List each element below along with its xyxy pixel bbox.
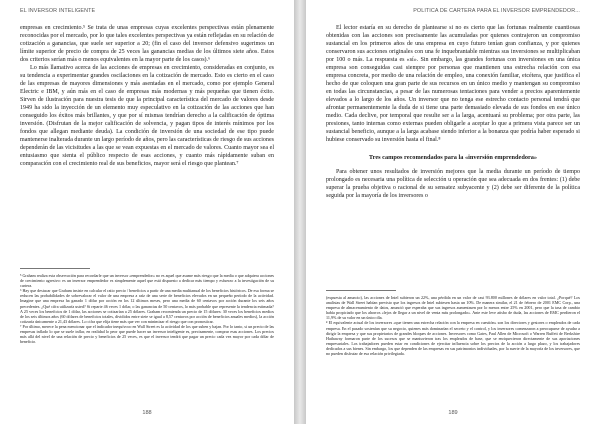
left-paragraph-1: empresas en crecimiento.⁵ Se trata de unas empresas cuyas excelentes perspectivas están plenamente reconocidas por el mercado, por lo que tales excelentes perspectivas ya están reflejadas en su relación de cotización a ganancias, que suele ser superior a 20; (fin el caso del inversor defensivo sugerimos un límite superior de precio de compra de 25 veces las ganancias medias de los últimos siete años. Estos dos criterios serían más o menos equivalentes en la mayor parte de los casos).⁶ — [20, 25, 274, 63]
footnote-7: ⁷ Por último, merece la pena mencionar que el indicador inequívoco en Wall Street es la actividad de los que suben y bajan. Por lo tanto, si un precio de las empresas inflado lo que se suele inflar, en realidad lo peor que puede hacer un inversor inteligente es, precisamente, comprar esas acciones. Los precios más allá del nivel de una relación de precio y beneficios de 25 veces, es que el inversor tendrá que pagar un precio cada vez mayor por cada dólar de beneficio. — [20, 323, 274, 345]
right-body-text — [326, 24, 580, 200]
right-page-number: 189 — [448, 410, 458, 416]
right-running-head: POLÍTICA DE CARTERA PARA EL INVERSOR EMPRENDEDOR... — [413, 8, 580, 14]
left-paragraph-2: Lo más llamativo acerca de las acciones de empresas en crecimiento, consideradas en conjunto, es su tendencia a experimentar grandes oscilaciones en la cotización de mercado. Esto es cierto en el caso de las empresas de mayores dimensiones y más asentadas en el mercado, como por ejemplo General Electric e IBM, y aún más en el caso de empresas más modernas y más pequeñas que tienen éxito. Sirven de ilustración para nuestra tesis de que la principal característica del mercado de valores desde 1949 ha sido la inyección de un elemento muy especulativo en la cotización de las acciones que han conseguido los éxitos más brillantes, y que por sí mismas tendrían derecho a la calificación de óptima inversión. (Disfrutan de la mejor calificación de solvencia, y pagan tipos de interés mínimos por los fondos que allegan mediante deuda). La condición de inversión de una sociedad de ese tipo puede mantenerse inalterada durante un largo período de años, pero las características de riesgo de sus acciones dependerán de las vicisitudes a las que se vean expuestas en el mercado de valores. Cuanto mayor sea el entusiasmo que sienta el público respecto de esas acciones, y cuanto más rápidamente suban en comparación con el crecimiento real de sus beneficios, mayor será el riesgo que plantean.⁷ — [20, 65, 274, 167]
right-page — [306, 0, 600, 424]
right-paragraph-1: El lector estaría en su derecho de plantearse si no es cierto que las fortunas realmente cuantiosas obtenidas con las acciones son precisamente las acumuladas por quienes contrajeron un compromiso sustancial en los primeros años de una empresa en cuyo futuro tenían gran confianza, y por quienes conservaron sus acciones originales con una fe inquebrantable mientras sus inversiones se multiplicaban por 100 o más. La respuesta es «sí». Sin embargo, las grandes fortunas con inversiones en una única empresa son conseguidas casi siempre por personas que mantienen una estrecha relación con esa empresa concreta, por medio de una relación de empleo, una conexión familiar, etcétera, que justifica el hecho de que coloquen una gran parte de sus recursos en un único medio y mantengan su compromiso en todas las circunstancias, a pesar de las numerosas tentaciones para vender a precios aparentemente elevados a lo largo de los años. Un inversor que no tenga ese estrecho contacto personal tendrá que afrontar permanentemente la duda de si tiene una parte demasiado elevada de sus fondos en ese único medio. Cada declive, por temporal que resulte ser a la larga, acentuará su problema; por otra parte, las presiones, tanto internas como externas pueden obligarle a aceptar lo que a primera vista parece ser un sustancial beneficio, aunque a la larga acabase siendo inferior a la bonanza que podría haber esperado si hubiese conservado su inversión hasta el final.⁸ — [326, 25, 580, 143]
right-footnotes — [326, 284, 580, 356]
footnote-continued: (expuesta al anuncio), las acciones de Intel subieron un 22%, una pérdida en un valor de casi 93.800 millones de dólares en valor total. ¿Porqué? Los analistas de Wall Street habían previsto que los ingresos de Intel subiesen hasta un 10%. De manera similar, el 21 de febrero de 2001 EMC Corp., una empresa de almacenamiento de datos, anunció que esperaba que sus ingresos aumentasen por lo menos entre 25% en 2001, pero que la tasa de cambio había propiciado que los ahorros «lejos de llegar a un nivel de venta más prolongado». Ante este leve atisbo de duda, las acciones de EMC perdieron el 11,9% de su valor en un único día. — [326, 295, 580, 321]
right-section-paragraph-1: Para obtener unos resultados de inversión mejores que la media durante un período de tiempo prolongado es necesaria una política de selección u operación que sea adecuada en dos frentes: (1) debe superar la prueba objetiva o racional de su sensatez subyacente y (2) debe ser diferente de la política seguida por la mayoría de los inversores o — [326, 169, 580, 199]
footnote-rule — [326, 290, 396, 291]
left-body-text — [20, 24, 274, 168]
left-footnotes — [20, 262, 274, 344]
footnote-8: ⁸ El equivalente actual de los inversores «que tienen una estrecha relación con la empresa en cuestión» son los directores y gestores o empleados de cada empresa. En el pasado sostenían que su negocio, quienes más dominarían el secreto y el control, y los inversores comenzaron a preocuparse de ayudar a dirigir la empresa y que sus propietarios de grandes bloques de acciones. Inversores como Gates, Paul Allen de Microsoft o Warren Buffett de Berkshire Hathaway formaron parte de los sucesos que se mantuvieron tras los empleados de base, que se enriquecieron directamente de sus aportaciones empresariales. Los trabajadores pueden estar en condiciones de ejercitar influencia sobre los precios de la acción a largo plazo, y los trabajadores dedicados a sus bienes. Sin embargo, los que dependen de las empresas en sus patrimonios individuales, por la suerte de la mayoría de los inversores, que no pueden disfrutar de esa relación privilegiada. — [326, 320, 580, 357]
footnote-5: ⁵ Graham realiza esta observación para recordarle que un inversor «emprendedor» no es aquel que asume más riesgo que la media o que adquiera acciones de crecimiento agresivo: es un inversor emprendedor es simplemente aquel que está dispuesto a dedicar más tiempo y esfuerzo a la investigación de su cartera. — [20, 273, 274, 289]
left-page — [0, 0, 294, 424]
left-running-head: EL INVERSOR INTELIGENTE — [20, 8, 96, 14]
footnote-rule — [20, 268, 90, 269]
section-heading: Tres campos recomendados para la «inversión emprendedora» — [368, 154, 538, 161]
footnote-6: ⁶ Hay que destacar que Graham insiste en calcular el ratio precio / beneficios a partir de una media multianual de los beneficios históricos. De esa forma se reducen las probabilidades de sobrevalorar el valor de una empresa a raíz de una serie de beneficios elevados en un pequeño período de la actividad. Imagine que una empresa ha ganado 1 dólar por acción en los 12 últimos meses, pero una media de 60 centavos por acción durante los seis años precedentes. ¿Qué cifra utilizaría usted? Si reparte 46 veces 1 dólar, o las ganancias de 50 centavos, lo más probable que represente la tendencia estimada? A 25 veces los beneficios de 1 dólar, las acciones se cotizarían a 25 dólares. Graham recomienda un precio de 15 dólares: 30 veces los beneficios medios de los seis últimos años (60 dólares de beneficios totales, divididos entre siete se igual a 8,57 centavos por acción de beneficios anuales medios), la acción cotizaría únicamente a 21,43 dólares. Lo cifra que elija tiene más que ver con minimizar el riesgo que con pronosticar. — [20, 288, 274, 324]
left-page-number: 188 — [142, 410, 152, 416]
book-gutter — [294, 0, 306, 424]
